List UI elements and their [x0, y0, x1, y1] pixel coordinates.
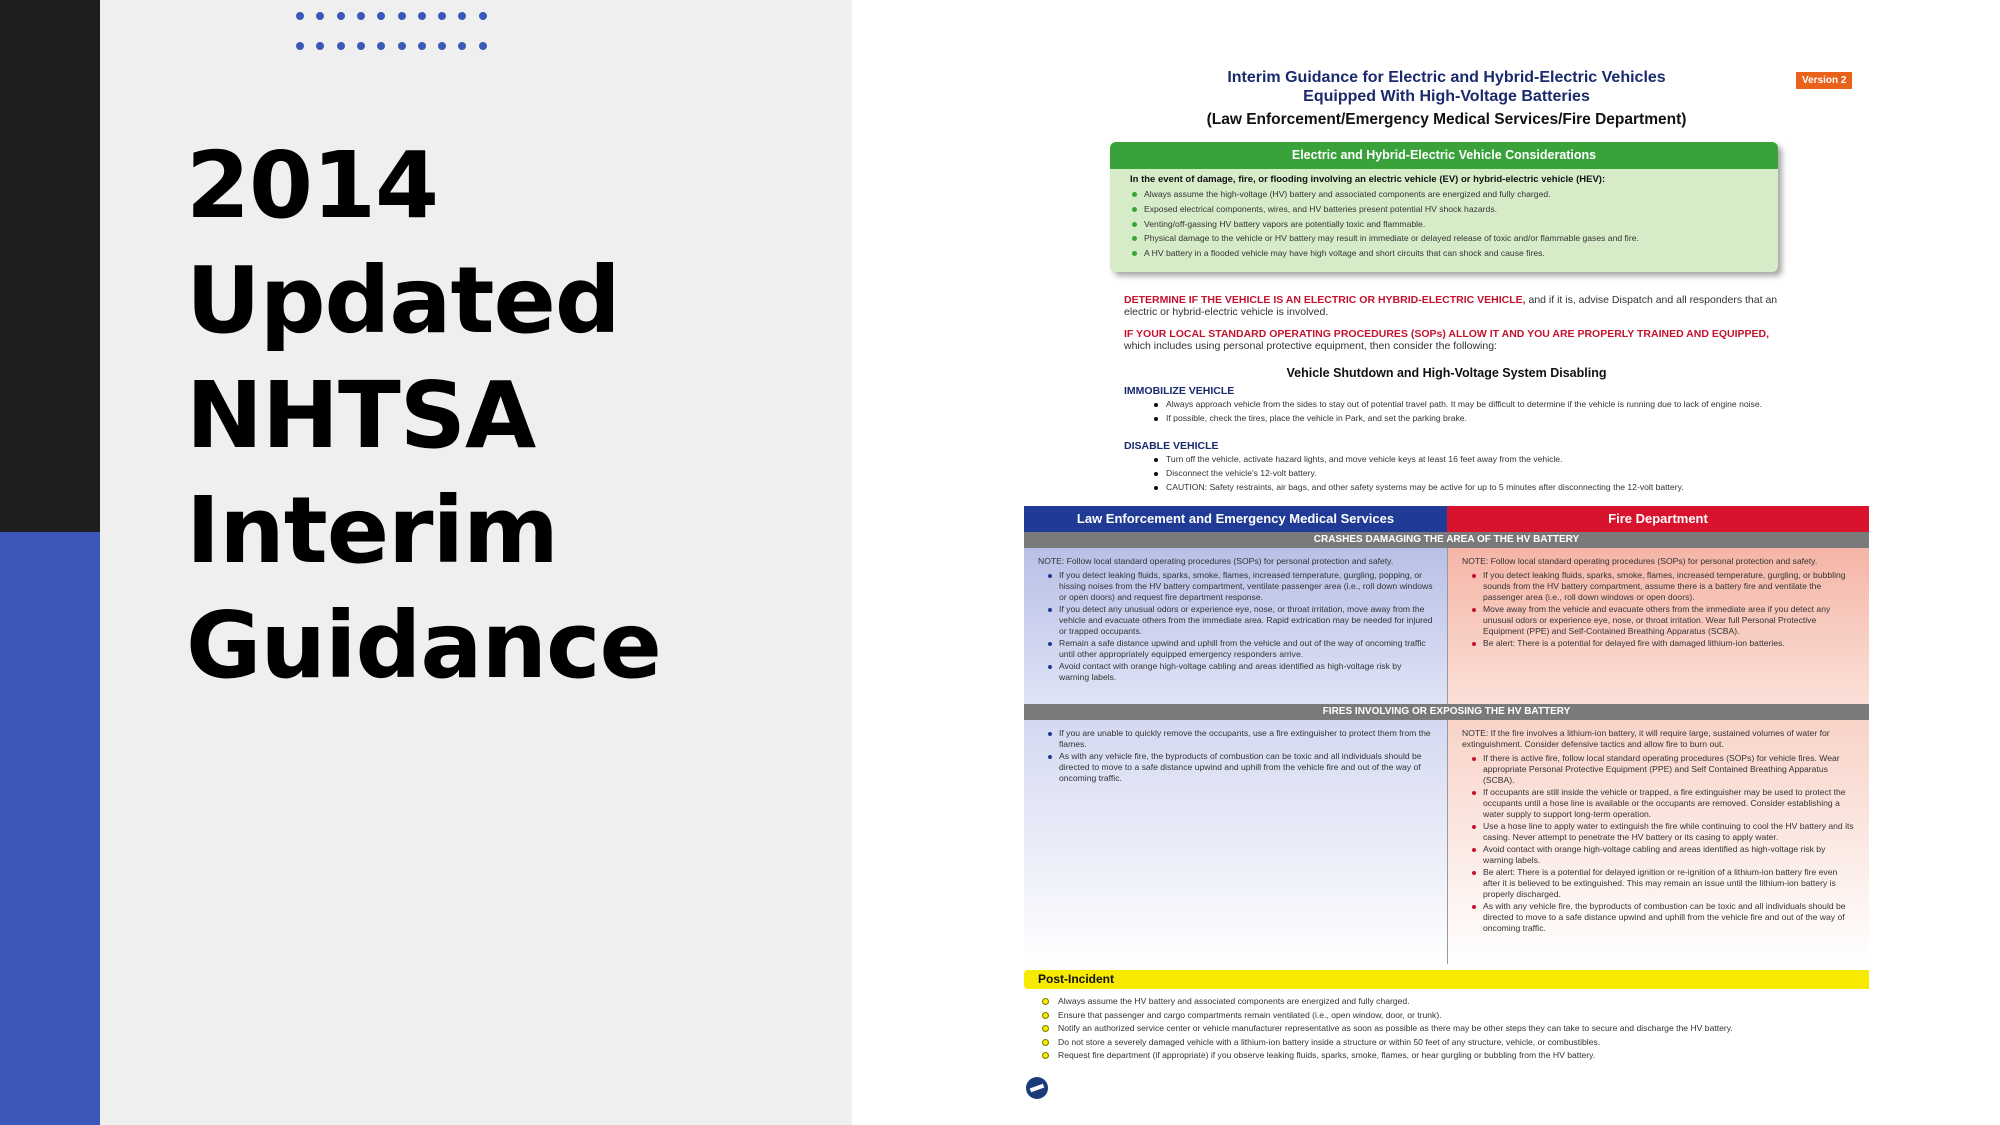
list-item: A HV battery in a flooded vehicle may have high voltage and short circuits that can shock and cause fires.: [1130, 246, 1778, 261]
disable-list: [1152, 454, 1772, 496]
list-item: As with any vehicle fire, the byproducts of combustion can be toxic and all individuals should be directed to move to a safe distance upwind and uphill from the vehicle fire and out of the way of oncoming traffic.: [1048, 751, 1433, 784]
decorative-dot: [357, 12, 365, 20]
decorative-dot: [337, 12, 345, 20]
considerations-heading: Electric and Hybrid-Electric Vehicle Considerations: [1110, 142, 1778, 169]
version-badge: Version 2: [1796, 72, 1852, 89]
le-ems-column-heading: Law Enforcement and Emergency Medical Services: [1024, 506, 1447, 532]
crashes-le-column: [1024, 548, 1447, 704]
list-item: Request fire department (if appropriate) if you observe leaking fluids, sparks, smoke, flames, or hear gurgling or bubbling from the HV battery.: [1042, 1049, 1862, 1063]
decorative-dot: [418, 12, 426, 20]
decorative-dot-grid: [296, 10, 496, 55]
list-item: Ensure that passenger and cargo compartments remain ventilated (i.e., open window, door, or trunk).: [1042, 1009, 1862, 1023]
decorative-dot: [479, 42, 487, 50]
list-item: If there is active fire, follow local standard operating procedures (SOPs) for vehicle fires. Wear appropriate Personal Protective Equipment (PPE) and Self Contained Breathing Apparatus (SCBA).: [1472, 753, 1855, 786]
doc-title-line: Equipped With High-Voltage Batteries: [1303, 88, 1590, 105]
list-item: Be alert: There is a potential for delayed fire with damaged lithium-ion batteries.: [1472, 638, 1855, 649]
crashes-fd-column: [1447, 548, 1869, 704]
title-line: Interim: [186, 477, 558, 584]
list-item: As with any vehicle fire, the byproducts of combustion can be toxic and all individuals should be directed to move to a safe distance upwind and uphill from the vehicle fire and out of the way of oncoming traffic.: [1472, 901, 1855, 934]
title-line: 2014: [186, 132, 439, 239]
list-item: Avoid contact with orange high-voltage cabling and areas identified as high-voltage risk by warning labels.: [1472, 844, 1855, 866]
decorative-dot: [398, 12, 406, 20]
determine-rest: and if it is, advise Dispatch and all responders that an electric or hybrid-electric vehicle is involved.: [1124, 294, 1778, 318]
list-item: If you detect leaking fluids, sparks, smoke, flames, increased temperature, gurgling, or bubbling sounds from the HV battery compartment, assume there is a battery fire and ventilate the passenger area (i.e., roll down windows or open doors).: [1472, 570, 1855, 603]
list-item: If you detect leaking fluids, sparks, smoke, flames, increased temperature, gurgling, popping, or hissing noises from the HV battery compartment, ventilate passenger area (i.e., roll down windows or open doors) and request fire department response.: [1048, 570, 1433, 603]
doc-subtitle: (Law Enforcement/Emergency Medical Services/Fire Department): [1206, 111, 1687, 128]
doc-title: [1024, 68, 1869, 106]
list-item: Always approach vehicle from the sides to stay out of potential travel path. It may be difficult to determine if the vehicle is running due to lack of engine noise.: [1152, 399, 1772, 410]
guidance-document-image: [1024, 60, 1869, 1110]
decorative-dot: [418, 42, 426, 50]
list-item: Remain a safe distance upwind and uphill from the vehicle and out of the way of oncoming traffic until other appropriately equipped emergency responders arrive.: [1048, 638, 1433, 660]
list-item: Physical damage to the vehicle or HV battery may result in immediate or delayed release of toxic and/or flammable gases and fire.: [1130, 231, 1778, 246]
sops-rest: which includes using personal protective equipment, then consider the following:: [1124, 340, 1497, 352]
decorative-dot: [377, 42, 385, 50]
slide-title: [186, 128, 826, 703]
fires-band: FIRES INVOLVING OR EXPOSING THE HV BATTERY: [1024, 704, 1869, 720]
fires-fd-column: [1447, 720, 1869, 964]
note: NOTE: Follow local standard operating procedures (SOPs) for personal protection and safety.: [1038, 556, 1394, 566]
sops-bold: IF YOUR LOCAL STANDARD OPERATING PROCEDURES (SOPs) ALLOW IT AND YOU ARE PROPERLY TRAINED AND EQUIPPED,: [1124, 328, 1770, 340]
list-item: Be alert: There is a potential for delayed ignition or re-ignition of a lithium-ion battery fire even after it is believed to be extinguished. This may remain an issue until the lithium-ion battery is properly discharged.: [1472, 867, 1855, 900]
decorative-dot: [296, 42, 304, 50]
disable-heading: DISABLE VEHICLE: [1124, 440, 1219, 452]
fires-le-list: [1024, 720, 1447, 784]
decorative-dot: [458, 42, 466, 50]
sops-text: [1124, 328, 1784, 352]
considerations-intro: In the event of damage, fire, or flooding involving an electric vehicle (EV) or hybrid-electric vehicle (HEV):: [1130, 174, 1606, 185]
decorative-dot: [357, 42, 365, 50]
list-item: Always assume the HV battery and associated components are energized and fully charged.: [1042, 995, 1862, 1009]
post-incident-heading: Post-Incident: [1024, 970, 1869, 989]
title-line: NHTSA: [186, 362, 536, 469]
decorative-dot: [479, 12, 487, 20]
immobilize-list: [1152, 399, 1772, 427]
decorative-dot: [296, 12, 304, 20]
fires-le-column: [1024, 720, 1447, 964]
post-incident-list: [1042, 995, 1862, 1063]
decorative-dot: [377, 12, 385, 20]
crashes-band: CRASHES DAMAGING THE AREA OF THE HV BATTERY: [1024, 532, 1869, 548]
considerations-list: [1110, 185, 1778, 261]
decorative-dot: [458, 12, 466, 20]
decorative-dot: [316, 12, 324, 20]
list-item: Exposed electrical components, wires, and HV batteries present potential HV shock hazards.: [1130, 202, 1778, 217]
fire-dept-column-heading: Fire Department: [1447, 506, 1869, 532]
considerations-box: [1110, 142, 1778, 272]
determine-bold: DETERMINE IF THE VEHICLE IS AN ELECTRIC OR HYBRID-ELECTRIC VEHICLE,: [1124, 294, 1526, 306]
list-item: If you are unable to quickly remove the occupants, use a fire extinguisher to protect them from the flames.: [1048, 728, 1433, 750]
list-item: If you detect any unusual odors or experience eye, nose, or throat irritation, move away from the vehicle and evacuate others from the immediate area. Rapid extrication may be needed for injured or trapped occupants.: [1048, 604, 1433, 637]
left-accent-bar-blue: [0, 532, 100, 1125]
decorative-dot: [316, 42, 324, 50]
dot-logo-icon: [1026, 1077, 1048, 1099]
title-line: Updated: [186, 247, 620, 354]
list-item: Avoid contact with orange high-voltage cabling and areas identified as high-voltage risk by warning labels.: [1048, 661, 1433, 683]
decorative-dot: [438, 42, 446, 50]
shutdown-title: Vehicle Shutdown and High-Voltage System Disabling: [1286, 366, 1607, 380]
list-item: Move away from the vehicle and evacuate others from the immediate area if you detect any unusual odors or experience eye, nose, or throat irritation. Wear full Personal Protective Equipment (PPE) and Self-Contained Breathing Apparatus (SCBA).: [1472, 604, 1855, 637]
crashes-le-list: [1024, 570, 1447, 683]
list-item: If possible, check the tires, place the vehicle in Park, and set the parking brake.: [1152, 413, 1772, 424]
doc-title-line: Interim Guidance for Electric and Hybrid-Electric Vehicles: [1227, 69, 1666, 86]
list-item: Do not store a severely damaged vehicle with a lithium-ion battery inside a structure or within 50 feet of any structure, vehicle, or combustibles.: [1042, 1036, 1862, 1050]
left-accent-bar-dark: [0, 0, 100, 532]
note: NOTE: If the fire involves a lithium-ion battery, it will require large, sustained volumes of water for extinguishment. Consider defensive tactics and allow fire to burn out.: [1462, 728, 1830, 749]
decorative-dot: [337, 42, 345, 50]
list-item: Disconnect the vehicle's 12-volt battery.: [1152, 468, 1772, 479]
list-item: If occupants are still inside the vehicle or trapped, a fire extinguisher may be used to protect the occupants until a hose line is available or the occupants are removed. Consider establishing a water supply to support long-term operation.: [1472, 787, 1855, 820]
immobilize-heading: IMMOBILIZE VEHICLE: [1124, 385, 1235, 397]
list-item: Use a hose line to apply water to extinguish the fire while continuing to cool the HV battery and its casing. Never attempt to penetrate the HV battery or its casing to apply water.: [1472, 821, 1855, 843]
title-line: Guidance: [186, 592, 661, 699]
note: NOTE: Follow local standard operating procedures (SOPs) for personal protection and safety.: [1462, 556, 1818, 566]
fires-fd-list: [1448, 753, 1869, 934]
list-item: Notify an authorized service center or vehicle manufacturer representative as soon as possible as there may be other steps they can take to secure and discharge the HV battery.: [1042, 1022, 1862, 1036]
list-item: Always assume the high-voltage (HV) battery and associated components are energized and fully charged.: [1130, 187, 1778, 202]
decorative-dot: [438, 12, 446, 20]
determine-vehicle-text: [1124, 294, 1784, 318]
list-item: CAUTION: Safety restraints, air bags, and other safety systems may be active for up to 5 minutes after disconnecting the 12-volt battery.: [1152, 482, 1772, 493]
list-item: Turn off the vehicle, activate hazard lights, and move vehicle keys at least 16 feet away from the vehicle.: [1152, 454, 1772, 465]
list-item: Venting/off-gassing HV battery vapors are potentially toxic and flammable.: [1130, 217, 1778, 232]
crashes-fd-list: [1448, 570, 1869, 649]
decorative-dot: [398, 42, 406, 50]
